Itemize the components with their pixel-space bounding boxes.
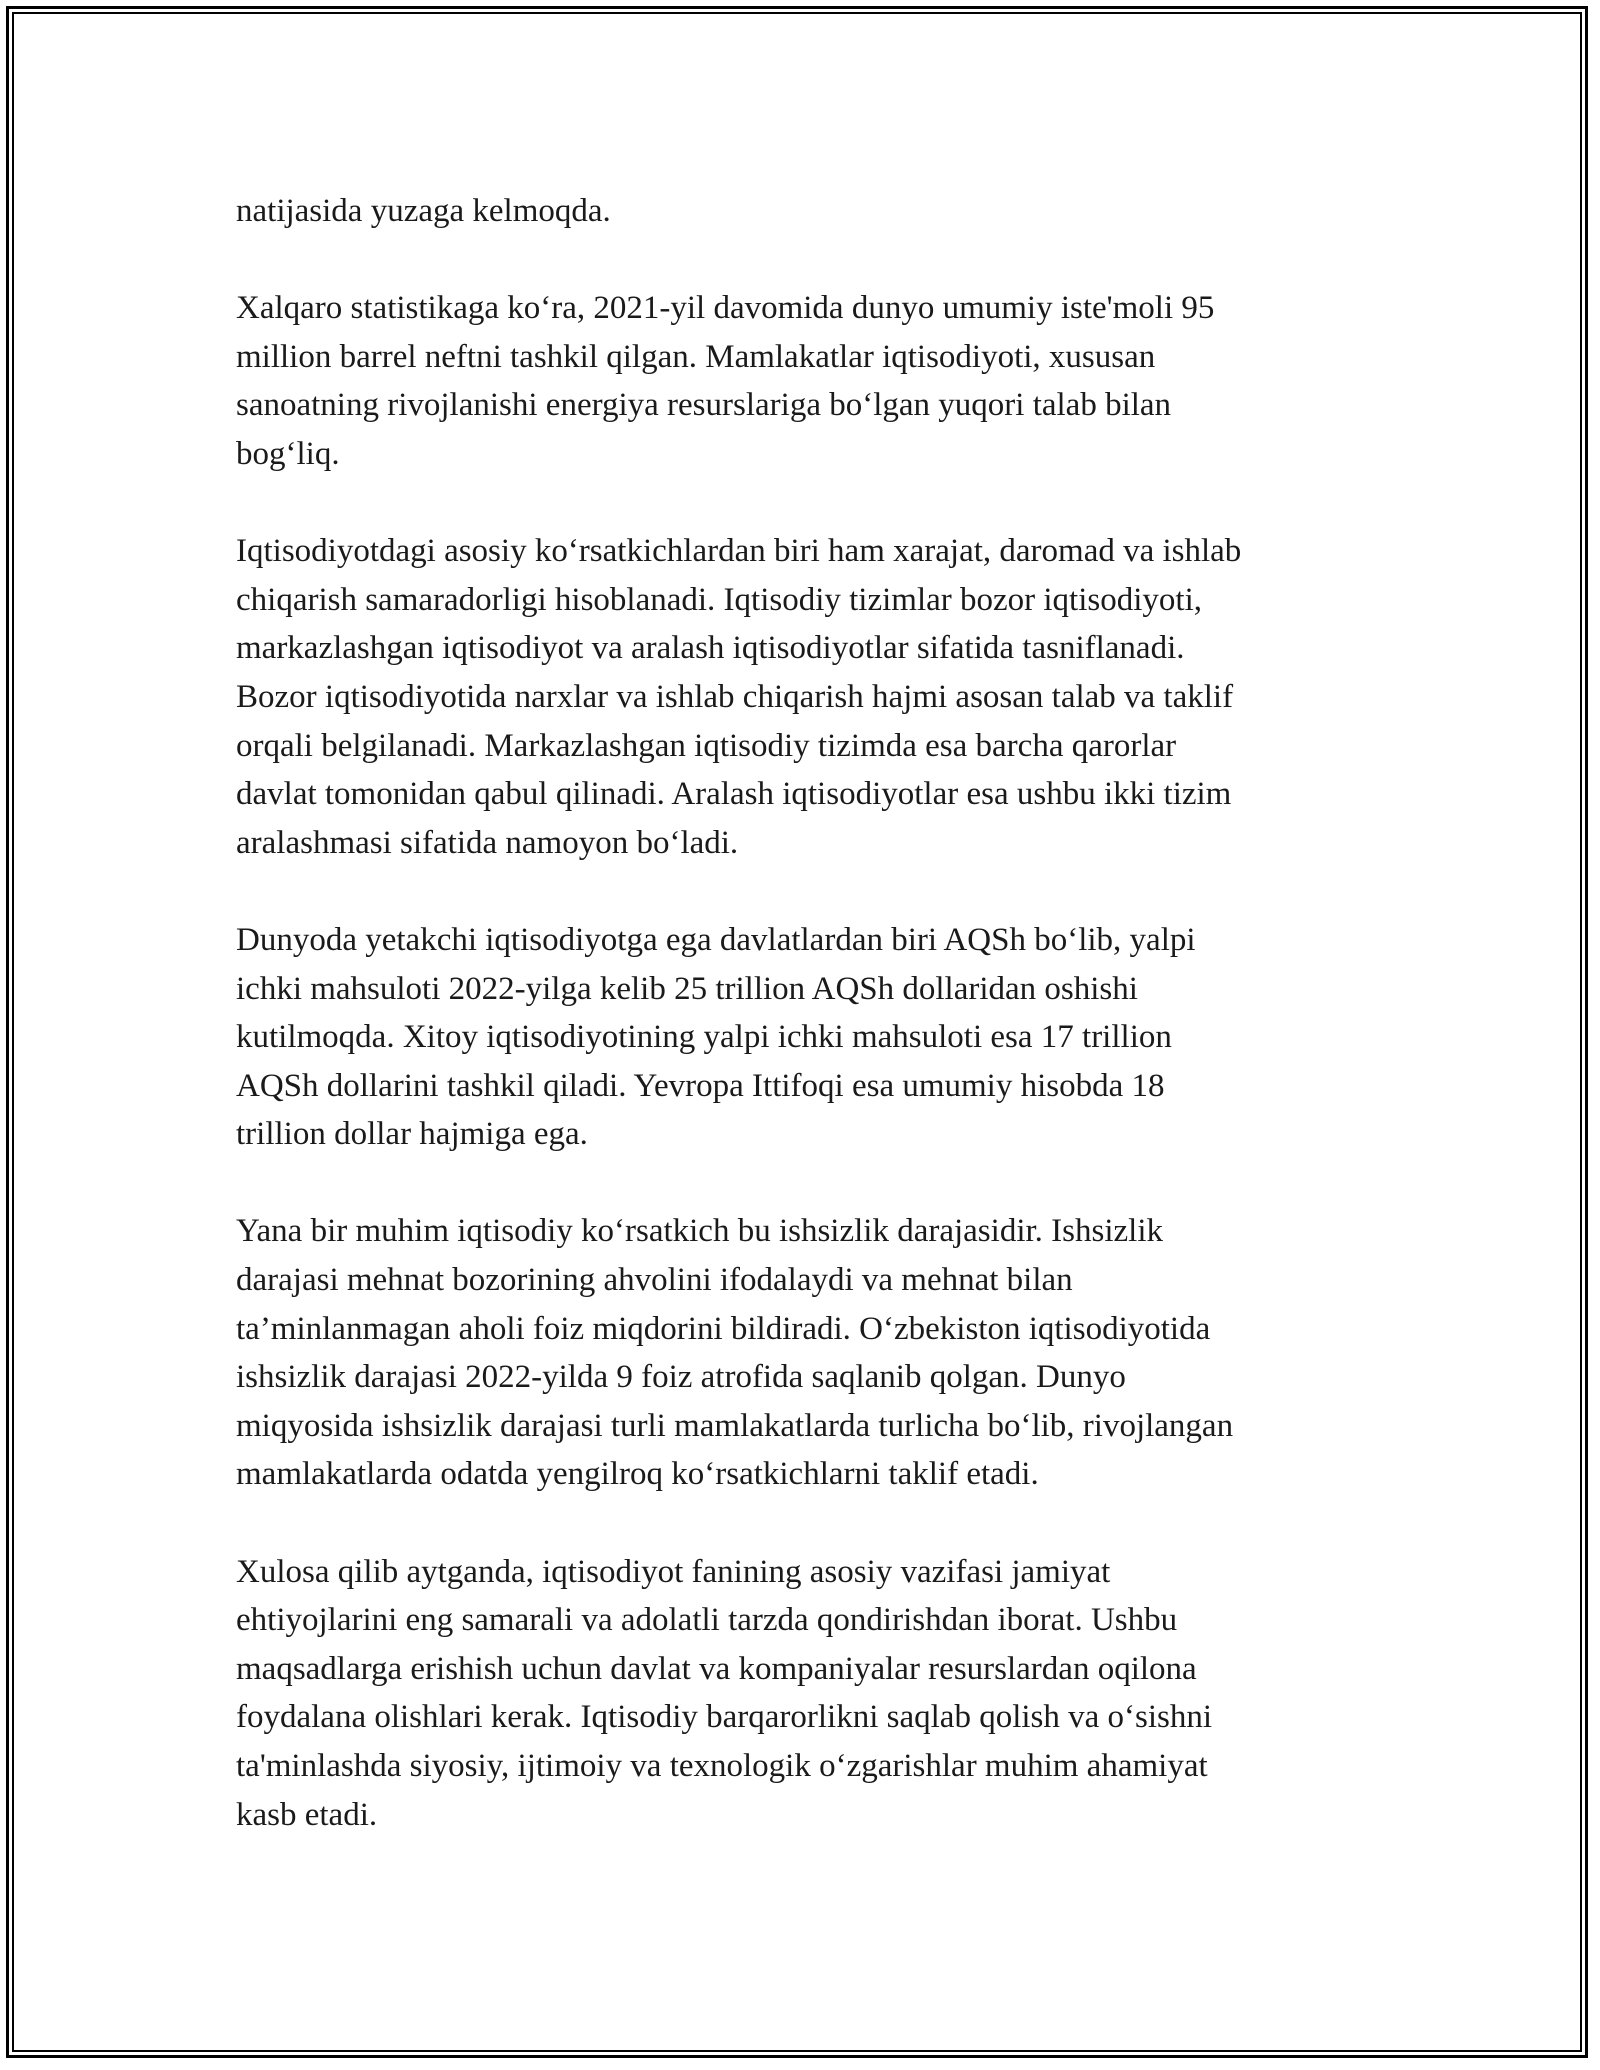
text-line: miqyosida ishsizlik darajasi turli mamlakatlarda turlicha bo‘lib, rivojlangan [236, 1407, 1234, 1444]
paragraph [236, 284, 1366, 478]
text-line: ta'minlashda siyosiy, ijtimoiy va texnologik o‘zgarishlar muhim ahamiyat [236, 1748, 1208, 1784]
text-line: davlat tomonidan qabul qilinadi. Aralash iqtisodiyotlar esa ushbu ikki tizim [236, 776, 1232, 813]
text-line: sanoatning rivojlanishi energiya resurslariga bo‘lgan yuqori talab bilan [236, 387, 1172, 424]
paragraph [236, 1207, 1366, 1499]
text-line: Bozor iqtisodiyotida narxlar va ishlab chiqarish hajmi asosan talab va taklif [236, 678, 1234, 715]
text-line: trillion dollar hajmiga ega. [236, 1116, 588, 1153]
text-line: kasb etadi. [236, 1796, 378, 1833]
text-line: foydalana olishlari kerak. Iqtisodiy barqarorlikni saqlab qolish va o‘sishni [236, 1699, 1213, 1736]
text-line: natijasida yuzaga kelmoqda. [236, 193, 611, 229]
text-line: ta’minlanmagan aholi foiz miqdorini bildiradi. O‘zbekiston iqtisodiyotida [236, 1310, 1211, 1347]
text-line: AQSh dollarini tashkil qiladi. Yevropa Ittifoqi esa umumiy hisobda 18 [236, 1067, 1165, 1104]
text-line: Xulosa qilib aytganda, iqtisodiyot fanining asosiy vazifasi jamiyat [236, 1553, 1111, 1590]
text-line: maqsadlarga erishish uchun davlat va kompaniyalar resurslardan oqilona [236, 1650, 1197, 1687]
text-line: Dunyoda yetakchi iqtisodiyotga ega davlatlardan biri AQSh bo‘lib, yalpi [236, 921, 1196, 958]
text-line: markazlashgan iqtisodiyot va aralash iqtisodiyotlar sifatida tasniflanadi. [236, 630, 1185, 667]
text-line: orqali belgilanadi. Markazlashgan iqtisodiy tizimda esa barcha qarorlar [236, 727, 1177, 764]
text-line: ehtiyojlarini eng samarali va adolatli tarzda qondirishdan iborat. Ushbu [236, 1602, 1178, 1639]
text-line: Iqtisodiyotdagi asosiy ko‘rsatkichlardan biri ham xarajat, daromad va ishlab [236, 533, 1242, 570]
paragraph [236, 1548, 1366, 1840]
text-line: ichki mahsuloti 2022-yilga kelib 25 trillion AQSh dollaridan oshishi [236, 970, 1138, 1007]
paragraph [236, 916, 1366, 1159]
text-line: darajasi mehnat bozorining ahvolini ifodalaydi va mehnat bilan [236, 1262, 1073, 1299]
text-line: aralashmasi sifatida namoyon bo‘ladi. [236, 824, 739, 861]
text-line: Yana bir muhim iqtisodiy ko‘rsatkich bu ishsizlik darajasidir. Ishsizlik [236, 1213, 1163, 1250]
paragraph [236, 527, 1366, 867]
text-line: mamlakatlarda odatda yengilroq ko‘rsatkichlarni taklif etadi. [236, 1456, 1039, 1493]
text-line: Xalqaro statistikaga ko‘ra, 2021-yil davomida dunyo umumiy iste'moli 95 [236, 290, 1215, 327]
text-line: ishsizlik darajasi 2022-yilda 9 foiz atrofida saqlanib qolgan. Dunyo [236, 1359, 1126, 1396]
text-line: kutilmoqda. Xitoy iqtisodiyotining yalpi ichki mahsuloti esa 17 trillion [236, 1019, 1172, 1056]
paragraph [236, 187, 1366, 236]
text-line: chiqarish samaradorligi hisoblanadi. Iqtisodiy tizimlar bozor iqtisodiyoti, [236, 581, 1202, 618]
text-line: bog‘liq. [236, 435, 340, 472]
text-line: million barrel neftni tashkil qilgan. Mamlakatlar iqtisodiyoti, xususan [236, 338, 1156, 375]
document-body [236, 187, 1366, 1888]
